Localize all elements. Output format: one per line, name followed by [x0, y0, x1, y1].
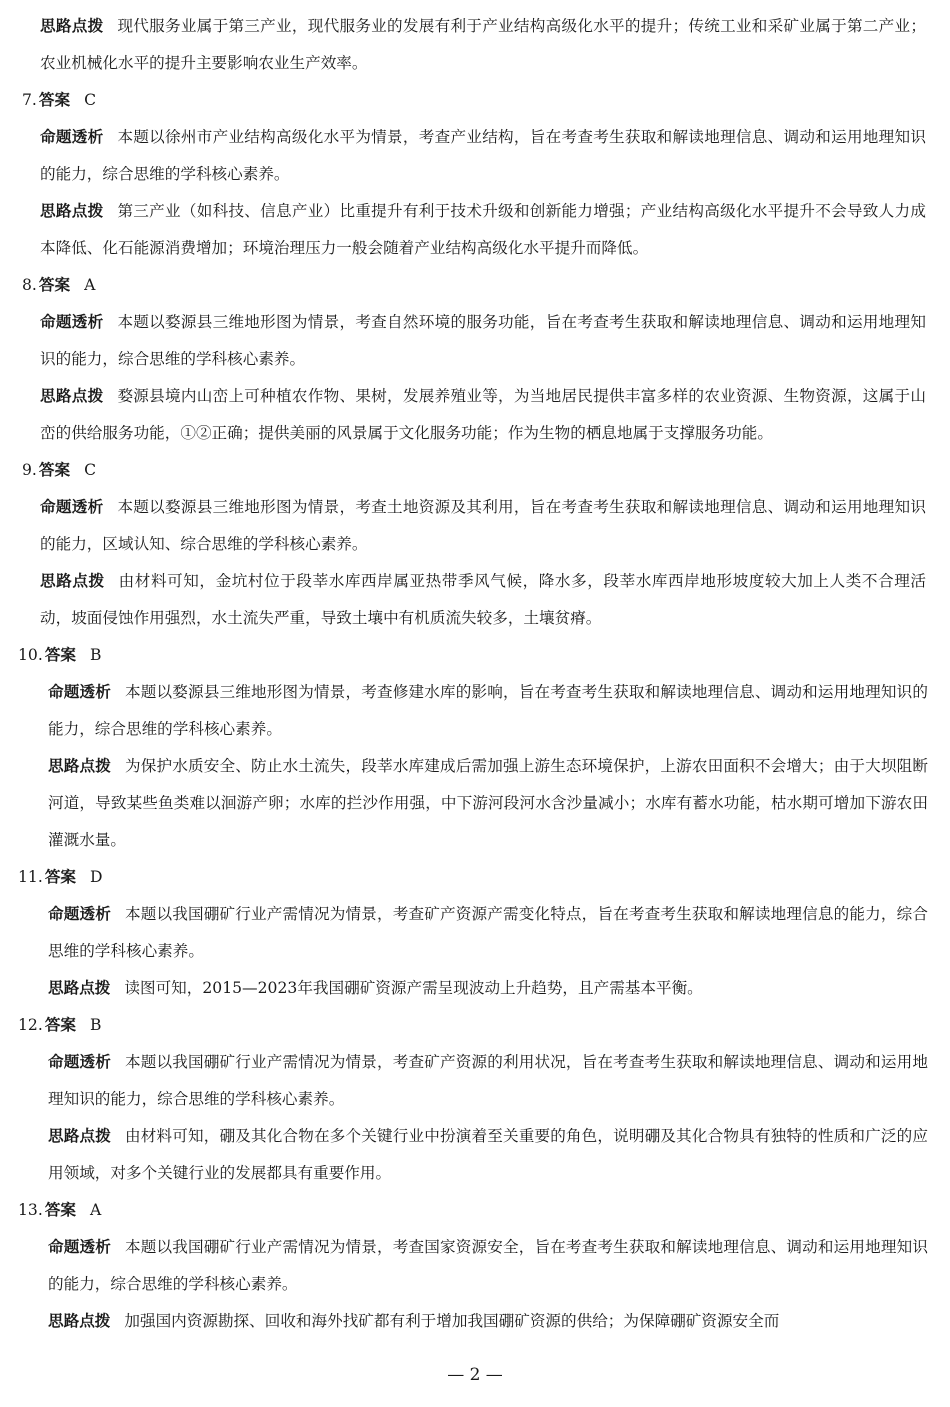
hint: [0, 563, 950, 637]
analysis-text: 本题以婺源县三维地形图为情景，考查土地资源及其利用，旨在考查考生获取和解读地理信息、调动和运用地理知识的能力，区域认知、综合思维的学科核心素养。: [40, 498, 926, 553]
analysis-text: 本题以我国硼矿行业产需情况为情景，考查矿产资源的利用状况，旨在考查考生获取和解读地理信息、调动和运用地理知识的能力，综合思维的学科核心素养。: [48, 1053, 928, 1108]
analysis-text: 本题以婺源县三维地形图为情景，考查自然环境的服务功能，旨在考查考生获取和解读地理信息、调动和运用地理知识的能力，综合思维的学科核心素养。: [40, 313, 926, 368]
answer-header: [0, 267, 950, 304]
answer-item-13: [0, 1192, 950, 1340]
hint-text: 由材料可知，硼及其化合物在多个关键行业中扮演着至关重要的角色，说明硼及其化合物具有独特的性质和广泛的应用领域，对多个关键行业的发展都具有重要作用。: [48, 1127, 928, 1182]
page-number: — 2 —: [447, 1365, 503, 1385]
answer-label: 答案: [44, 868, 77, 886]
answer-item-7: [0, 82, 950, 267]
answer-header: [0, 452, 950, 489]
answer-value: D: [90, 868, 103, 886]
hint-text: 加强国内资源勘探、回收和海外找矿都有利于增加我国硼矿资源的供给；为保障硼矿资源安全而: [124, 1312, 780, 1330]
hint-label: 思路点拨: [48, 979, 111, 997]
answer-value: C: [84, 91, 97, 109]
analysis: [0, 1229, 950, 1303]
hint-label: 思路点拨: [48, 1312, 111, 1330]
question-number: 12.: [18, 1016, 43, 1034]
hint: [0, 970, 950, 1007]
analysis-label: 命题透析: [48, 905, 111, 923]
analysis-text: 本题以婺源县三维地形图为情景，考查修建水库的影响，旨在考查考生获取和解读地理信息、调动和运用地理知识的能力，综合思维的学科核心素养。: [48, 683, 928, 738]
analysis-label: 命题透析: [48, 683, 111, 701]
answer-value: A: [84, 276, 96, 294]
answer-page: [0, 8, 950, 1340]
answer-item-10: [0, 637, 950, 859]
hint-text: 由材料可知，金坑村位于段莘水库西岸属亚热带季风气候，降水多，段莘水库西岸地形坡度较大加上人类不合理活动，坡面侵蚀作用强烈，水土流失严重，导致土壤中有机质流失较多，土壤贫瘠。: [40, 572, 926, 627]
answer-item-12: [0, 1007, 950, 1192]
question-number: 7.: [22, 91, 37, 109]
hint-label: 思路点拨: [40, 202, 104, 220]
analysis: [0, 304, 950, 378]
hint: [0, 1118, 950, 1192]
question-number: 8.: [22, 276, 37, 294]
hint-label: 思路点拨: [48, 1127, 111, 1145]
question-number: 11.: [18, 868, 43, 886]
analysis: [0, 896, 950, 970]
hint-text: 读图可知，2015—2023年我国硼矿资源产需呈现波动上升趋势，且产需基本平衡。: [124, 979, 703, 997]
analysis-label: 命题透析: [40, 313, 104, 331]
analysis: [0, 1044, 950, 1118]
hint: [0, 378, 950, 452]
analysis-label: 命题透析: [40, 498, 104, 516]
answer-label: 答案: [38, 276, 71, 294]
hint-text: 第三产业（如科技、信息产业）比重提升有利于技术升级和创新能力增强；产业结构高级化水平提升不会导致人力成本降低、化石能源消费增加；环境治理压力一般会随着产业结构高级化水平提升而降低。: [40, 202, 926, 257]
hint-text: 为保护水质安全、防止水土流失，段莘水库建成后需加强上游生态环境保护，上游农田面积不会增大；由于大坝阻断河道，导致某些鱼类难以洄游产卵；水库的拦沙作用强，中下游河段河水含沙量减小；水库有蓄水功能，枯水期可增加下游农田灌溉水量。: [48, 757, 928, 849]
answer-header: [0, 1192, 950, 1229]
answer-label: 答案: [44, 1201, 77, 1219]
answer-item-11: [0, 859, 950, 1007]
analysis-label: 命题透析: [40, 128, 104, 146]
answer-item-9: [0, 452, 950, 637]
hint-label: 思路点拨: [40, 387, 104, 405]
hint: [0, 748, 950, 859]
analysis-text: 本题以我国硼矿行业产需情况为情景，考查矿产资源产需变化特点，旨在考查考生获取和解读地理信息的能力，综合思维的学科核心素养。: [48, 905, 928, 960]
hint-text: 现代服务业属于第三产业，现代服务业的发展有利于产业结构高级化水平的提升；传统工业和采矿业属于第二产业；农业机械化水平的提升主要影响农业生产效率。: [40, 17, 926, 72]
analysis: [0, 489, 950, 563]
answer-value: C: [84, 461, 97, 479]
answer-label: 答案: [44, 1016, 77, 1034]
answer-label: 答案: [38, 461, 71, 479]
analysis-text: 本题以徐州市产业结构高级化水平为情景，考查产业结构，旨在考查考生获取和解读地理信息、调动和运用地理知识的能力，综合思维的学科核心素养。: [40, 128, 926, 183]
answer-header: [0, 637, 950, 674]
answer-value: B: [90, 646, 102, 664]
question-number: 10.: [18, 646, 43, 664]
answer-header: [0, 859, 950, 896]
hint-label: 思路点拨: [40, 572, 105, 590]
analysis-label: 命题透析: [48, 1238, 111, 1256]
answer-label: 答案: [38, 91, 71, 109]
answer-value: A: [90, 1201, 102, 1219]
answer-item-8: [0, 267, 950, 452]
analysis: [0, 674, 950, 748]
analysis-label: 命题透析: [48, 1053, 111, 1071]
answer-header: [0, 82, 950, 119]
hint-label: 思路点拨: [48, 757, 111, 775]
answer-value: B: [90, 1016, 102, 1034]
question-number: 9.: [22, 461, 37, 479]
analysis-text: 本题以我国硼矿行业产需情况为情景，考查国家资源安全，旨在考查考生获取和解读地理信息、调动和运用地理知识的能力，综合思维的学科核心素养。: [48, 1238, 928, 1293]
answer-label: 答案: [44, 646, 77, 664]
hint-text: 婺源县境内山峦上可种植农作物、果树，发展养殖业等，为当地居民提供丰富多样的农业资源、生物资源，这属于山峦的供给服务功能，①②正确；提供美丽的风景属于文化服务功能；作为生物的栖息地属于支撑服务功能。: [40, 387, 926, 442]
answer-header: [0, 1007, 950, 1044]
question-number: 13.: [18, 1201, 43, 1219]
intro-hint: [0, 8, 950, 82]
analysis: [0, 119, 950, 193]
hint-label: 思路点拨: [40, 17, 104, 35]
hint: [0, 1303, 950, 1340]
hint: [0, 193, 950, 267]
